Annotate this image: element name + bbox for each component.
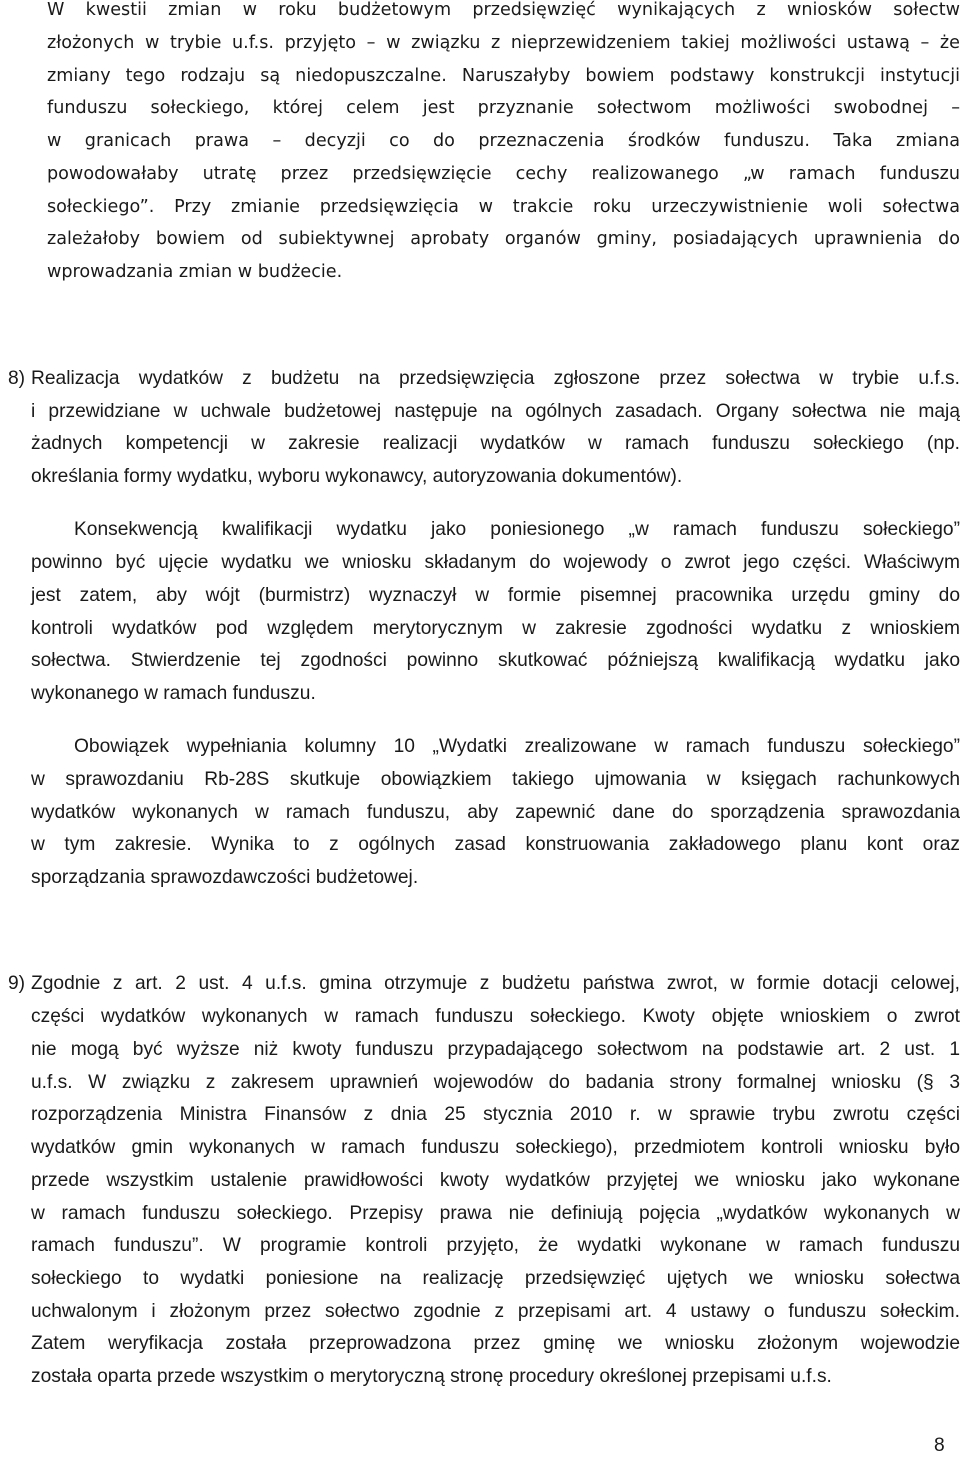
text-line: w sprawozdaniu Rb-28S skutkuje obowiązkiem takiego ujmowania w księgach rachunkowych [31,769,960,790]
text-line: przede wszystkim ustalenie prawidłowości kwoty wydatków przyjętej we wniosku jako wykonane [31,1170,960,1191]
text-line: sołeckiego to wydatki poniesione na realizację przedsięwzięć ujętych we wniosku sołectwa [31,1268,960,1289]
text-line: Zgodnie z art. 2 ust. 4 u.f.s. gmina otrzymuje z budżetu państwa zwrot, w formie dotacji celowej, [31,973,960,994]
text-line: powinno być ujęcie wydatku we wniosku składanym do wojewody o zwrot jego części. Właściwym [31,552,960,573]
text-line: sołectwa. Stwierdzenie tej zgodności powinno skutkować późniejszą kwalifikacją wydatku jako [31,650,960,671]
text-line: ramach funduszu”. W programie kontroli przyjęto, że wydatki wykonane w ramach funduszu [31,1235,960,1256]
text-line: funduszu sołeckiego, której celem jest przyznanie sołectwom możliwości swobodnej – [47,98,960,118]
text-line: części wydatków wykonanych w ramach funduszu sołeckiego. Kwoty objęte wnioskiem o zwrot [31,1006,960,1027]
section-number: 9) [8,973,26,994]
text-line: Obowiązek wypełniania kolumny 10 „Wydatki zrealizowane w ramach funduszu sołeckiego” [74,736,960,757]
text-line: została oparta przede wszystkim o merytoryczną stronę procedury określonej przepisami u.f.s. [31,1366,832,1387]
text-line: Konsekwencją kwalifikacji wydatku jako poniesionego „w ramach funduszu sołeckiego” [74,519,960,540]
text-line: u.f.s. W związku z zakresem uprawnień wojewodów do badania strony formalnej wniosku (§ 3 [31,1072,960,1093]
text-line: wydatków gmin wykonanych w ramach funduszu sołeckiego), przedmiotem kontroli wniosku było [31,1137,960,1158]
text-line: zależałoby bowiem od subiektywnej aprobaty organów gminy, posiadających uprawnienia do [47,229,960,249]
text-line: złożonych w trybie u.f.s. przyjęto – w związku z nieprzewidzeniem takiej możliwości ustawą – że [47,33,960,53]
text-line: określania formy wydatku, wyboru wykonawcy, autoryzowania dokumentów). [31,466,683,487]
text-line: zmiany tego rodzaju są niedopuszczalne. Naruszałyby bowiem podstawy konstrukcji instytucji [47,66,960,86]
text-line: w tym zakresie. Wynika to z ogólnych zasad konstruowania zakładowego planu kont oraz [31,834,960,855]
text-line: wydatków wykonanych w ramach funduszu, aby zapewnić dane do sporządzenia sprawozdania [31,802,960,823]
text-line: kontroli wydatków pod względem merytorycznym w zakresie zgodności wydatku z wnioskiem [31,618,960,639]
text-line: sołeckiego”. Przy zmianie przedsięwzięcia w trakcie roku urzeczywistnienie woli sołectwa [47,197,960,217]
page-number: 8 [934,1435,945,1456]
text-line: żadnych kompetencji w zakresie realizacji wydatków w ramach funduszu sołeckiego (np. [31,433,960,454]
section-number: 8) [8,368,26,389]
text-line: Realizacja wydatków z budżetu na przedsięwzięcia zgłoszone przez sołectwa w trybie u.f.s. [31,368,960,389]
text-line: sporządzania sprawozdawczości budżetowej. [31,867,419,888]
text-line: wprowadzania zmian w budżecie. [47,262,343,282]
text-line: i przewidziane w uchwale budżetowej następuje na ogólnych zasadach. Organy sołectwa nie mają [31,401,960,422]
text-line: wykonanego w ramach funduszu. [31,683,316,704]
text-line: w ramach funduszu sołeckiego. Przepisy prawa nie definiują pojęcia „wydatków wykonanych w [31,1203,960,1224]
text-line: Zatem weryfikacja została przeprowadzona przez gminę we wniosku złożonym wojewodzie [31,1333,960,1354]
text-line: W kwestii zmian w roku budżetowym przedsięwzięć wynikających z wniosków sołectw [47,0,960,20]
text-line: powodowałaby utratę przez przedsięwzięcie cechy realizowanego „w ramach funduszu [47,164,960,184]
text-line: uchwalonym i złożonym przez sołectwo zgodnie z przepisami art. 4 ustawy o funduszu sołeckim. [31,1301,960,1322]
text-line: jest zatem, aby wójt (burmistrz) wyznaczył w formie pisemnej pracownika urzędu gminy do [31,585,960,606]
text-line: nie mogą być wyższe niż kwoty funduszu przypadającego sołectwom na podstawie art. 2 ust. 1 [31,1039,960,1060]
text-line: rozporządzenia Ministra Finansów z dnia 25 stycznia 2010 r. w sprawie trybu zwrotu części [31,1104,960,1125]
text-line: w granicach prawa – decyzji co do przeznaczenia środków funduszu. Taka zmiana [47,131,960,151]
